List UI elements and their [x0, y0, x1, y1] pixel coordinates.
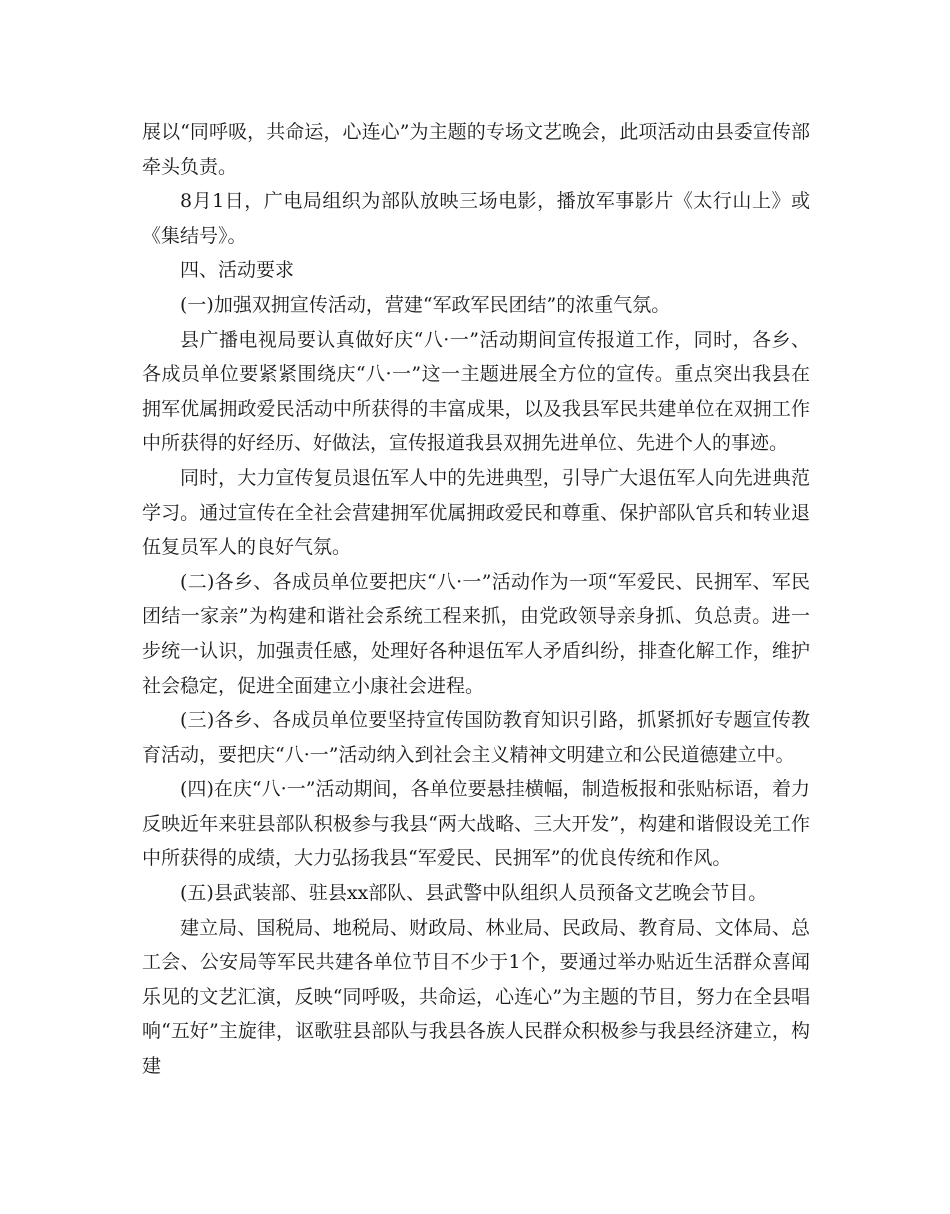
paragraph-6: 同时，大力宣传复员退伍军人中的先进典型，引导广大退伍军人向先进典范学习。通过宣传在全社会营建拥军优属拥政爱民和尊重、保护部队官兵和转业退伍复员军人的良好气氛。 — [142, 466, 810, 559]
paragraph-8: (三)各乡、各成员单位要坚持宣传国防教育知识引路，抓紧抓好专题宣传教育活动，要把庆“八·一”活动纳入到社会主义精神文明建立和公民道德建立中。 — [142, 709, 810, 766]
paragraph-11: 建立局、国税局、地税局、财政局、林业局、民政局、教育局、文体局、总工会、公安局等军民共建各单位节目不少于1个，要通过举办贴近生活群众喜闻乐见的文艺汇演，反映“同呼吸，共命运，心连心”为主题的节目，努力在全县唱响“五好”主旋律，讴歌驻县部队与我县各族人民群众积极参与我县经济建立，构建 — [142, 916, 810, 1078]
paragraph-10: (五)县武装部、驻县xx部队、县武警中队组织人员预备文艺晚会节目。 — [180, 882, 768, 905]
paragraph-4: (一)加强双拥宣传活动，营建“军政军民团结”的浓重气氛。 — [180, 293, 671, 316]
paragraph-1: 展以“同呼吸，共命运，心连心”为主题的专场文艺晚会，此项活动由县委宣传部牵头负责。 — [142, 121, 810, 178]
document-body — [142, 115, 810, 1084]
paragraph-2: 8月1日，广电局组织为部队放映三场电影，播放军事影片《太行山上》或《集结号》。 — [142, 190, 810, 247]
paragraph-5: 县广播电视局要认真做好庆“八·一”活动期间宣传报道工作，同时，各乡、各成员单位要紧紧围绕庆“八·一”这一主题进展全方位的宣传。重点突出我县在拥军优属拥政爱民活动中所获得的丰富成果，以及我县军民共建单位在双拥工作中所获得的好经历、好做法，宣传报道我县双拥先进单位、先进个人的事迹。 — [142, 328, 810, 455]
paragraph-7: (二)各乡、各成员单位要把庆“八·一”活动作为一项“军爱民、民拥军、军民团结一家亲”为构建和谐社会系统工程来抓，由党政领导亲身抓、负总责。进一步统一认识，加强责任感，处理好各种退伍军人矛盾纠纷，排查化解工作，维护社会稳定，促进全面建立小康社会进程。 — [142, 570, 810, 697]
paragraph-9: (四)在庆“八·一”活动期间，各单位要悬挂横幅，制造板报和张贴标语，着力反映近年来驻县部队积极参与我县“两大战略、三大开发”，构建和谐假设羌工作中所获得的成绩，大力弘扬我县“军爱民、民拥军”的优良传统和作风。 — [142, 778, 810, 870]
section-heading: 四、活动要求 — [180, 259, 295, 282]
